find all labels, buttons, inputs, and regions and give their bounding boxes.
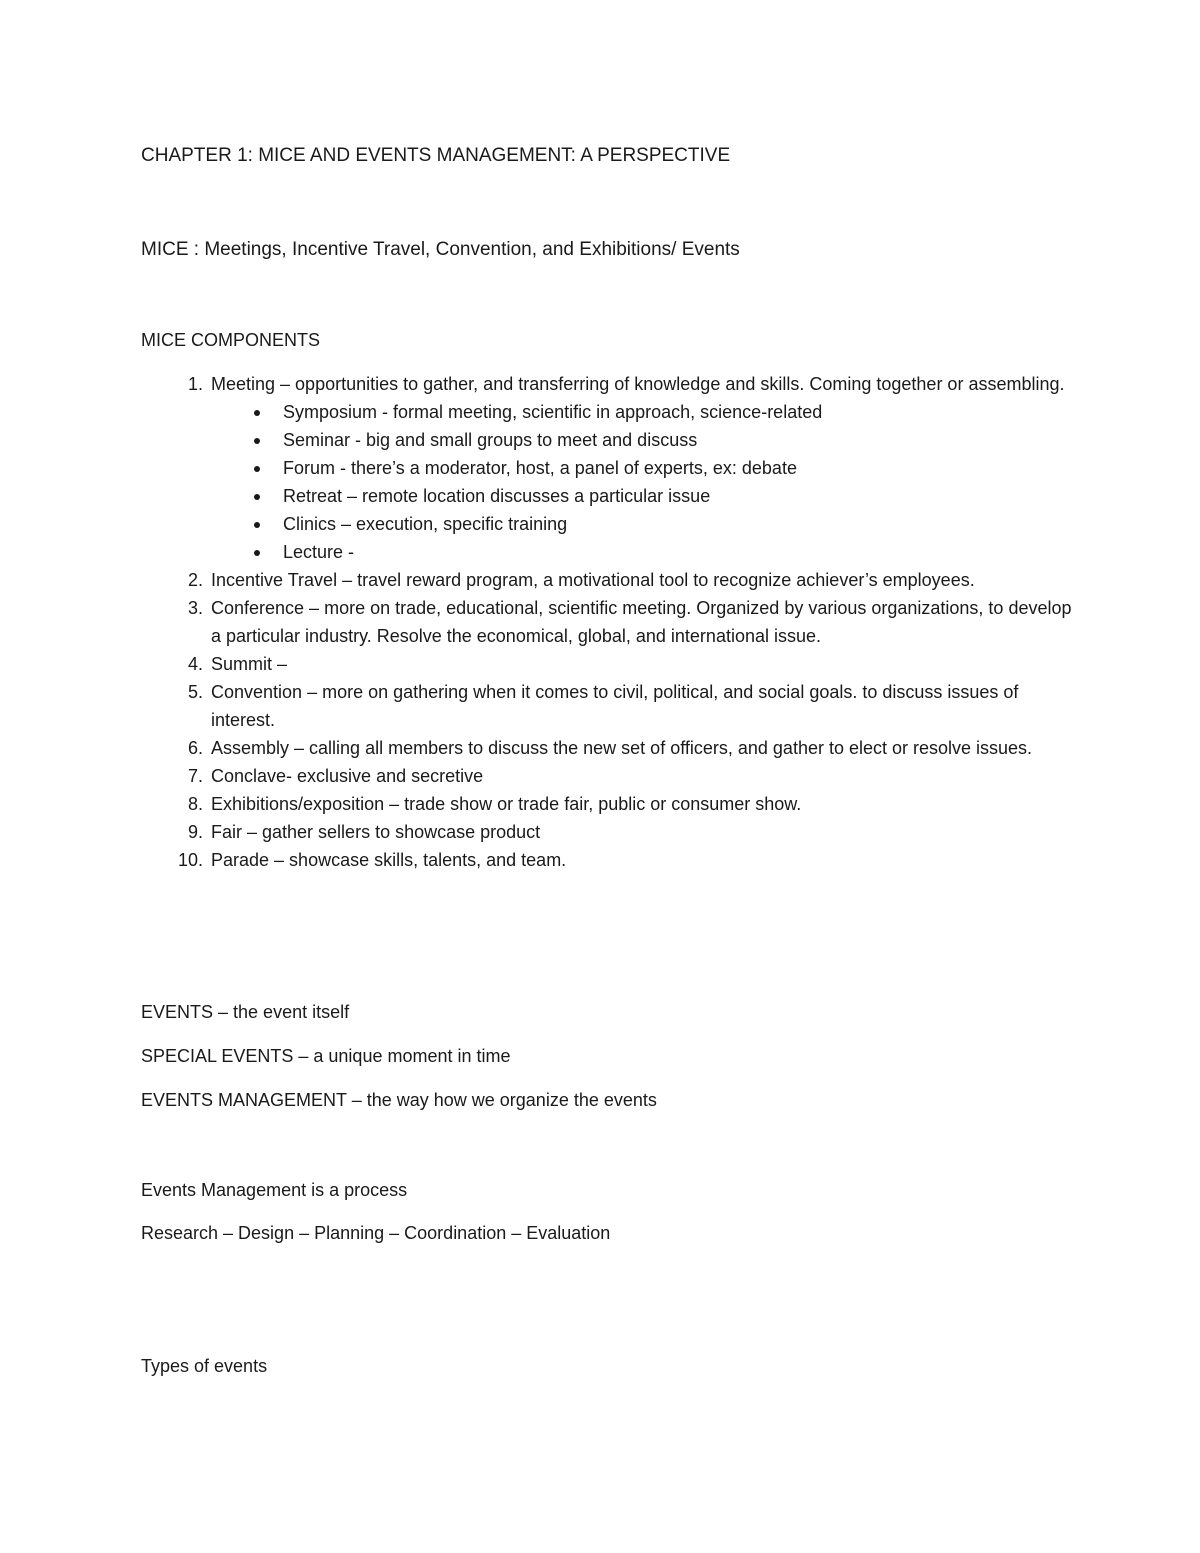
sub-list-item-text: Forum - there’s a moderator, host, a panel of experts, ex: debate — [283, 458, 797, 478]
list-item-text: Conference – more on trade, educational, scientific meeting. Organized by various organizations, to develop a particular industry. Resolve the economical, global, and international issue. — [211, 598, 1072, 646]
sub-list-item — [211, 454, 1081, 482]
list-item-text: Meeting – opportunities to gather, and transferring of knowledge and skills. Coming together or assembling. — [211, 374, 1065, 394]
sub-list-item-text: Lecture - — [283, 542, 355, 562]
list-item — [141, 370, 1081, 566]
list-item — [141, 566, 1081, 594]
list-item-text: Incentive Travel – travel reward program, a motivational tool to recognize achiever’s employees. — [211, 570, 975, 590]
list-number: 1. — [187, 374, 203, 394]
special-events-definition: SPECIAL EVENTS – a unique moment in time — [141, 1046, 511, 1066]
list-item-text: Convention – more on gathering when it comes to civil, political, and social goals. to discuss issues of interest. — [211, 682, 1019, 730]
sub-list-item-text: Clinics – execution, specific training — [283, 514, 568, 534]
list-number: 8. — [187, 794, 203, 814]
process-steps: Research – Design – Planning – Coordination – Evaluation — [141, 1223, 611, 1243]
list-item — [141, 846, 1081, 874]
sub-list-item — [211, 538, 1081, 566]
list-item-text: Fair – gather sellers to showcase product — [211, 822, 541, 842]
list-number: 6. — [187, 738, 203, 758]
list-item — [141, 762, 1081, 790]
chapter-title: CHAPTER 1: MICE AND EVENTS MANAGEMENT: A PERSPECTIVE — [141, 145, 731, 166]
list-item-text: Summit – — [211, 654, 288, 674]
bullet-icon — [254, 466, 260, 472]
sub-list — [211, 398, 1081, 566]
sub-list-item-text: Symposium - formal meeting, scientific in approach, science-related — [283, 402, 823, 422]
types-heading: Types of events — [141, 1356, 268, 1376]
list-number: 9. — [187, 822, 203, 842]
bullet-icon — [254, 494, 260, 500]
list-item-text: Parade – showcase skills, talents, and team. — [211, 850, 567, 870]
list-item — [141, 650, 1081, 678]
list-item-text: Assembly – calling all members to discuss the new set of officers, and gather to elect or resolve issues. — [211, 738, 1033, 758]
list-item-text: Conclave- exclusive and secretive — [211, 766, 484, 786]
components-list — [141, 370, 1081, 874]
components-heading: MICE COMPONENTS — [141, 330, 321, 350]
sub-list-item — [211, 510, 1081, 538]
sub-list-item — [211, 398, 1081, 426]
list-item — [141, 818, 1081, 846]
list-number: 4. — [187, 654, 203, 674]
list-number: 10. — [177, 850, 203, 870]
list-item — [141, 734, 1081, 762]
sub-list-item — [211, 482, 1081, 510]
list-number: 3. — [187, 598, 203, 618]
bullet-icon — [254, 438, 260, 444]
list-number: 2. — [187, 570, 203, 590]
bullet-icon — [254, 410, 260, 416]
bullet-icon — [254, 550, 260, 556]
list-number: 5. — [187, 682, 203, 702]
sub-list-item-text: Retreat – remote location discusses a particular issue — [283, 486, 711, 506]
events-definition: EVENTS – the event itself — [141, 1002, 350, 1022]
sub-list-item — [211, 426, 1081, 454]
list-item — [141, 790, 1081, 818]
list-item — [141, 678, 1081, 734]
events-management-definition: EVENTS MANAGEMENT – the way how we organize the events — [141, 1090, 657, 1110]
list-item-text: Exhibitions/exposition – trade show or trade fair, public or consumer show. — [211, 794, 802, 814]
process-heading: Events Management is a process — [141, 1180, 408, 1200]
list-number: 7. — [187, 766, 203, 786]
list-item — [141, 594, 1081, 650]
bullet-icon — [254, 522, 260, 528]
sub-list-item-text: Seminar - big and small groups to meet and discuss — [283, 430, 698, 450]
mice-definition: MICE : Meetings, Incentive Travel, Convention, and Exhibitions/ Events — [141, 239, 740, 260]
